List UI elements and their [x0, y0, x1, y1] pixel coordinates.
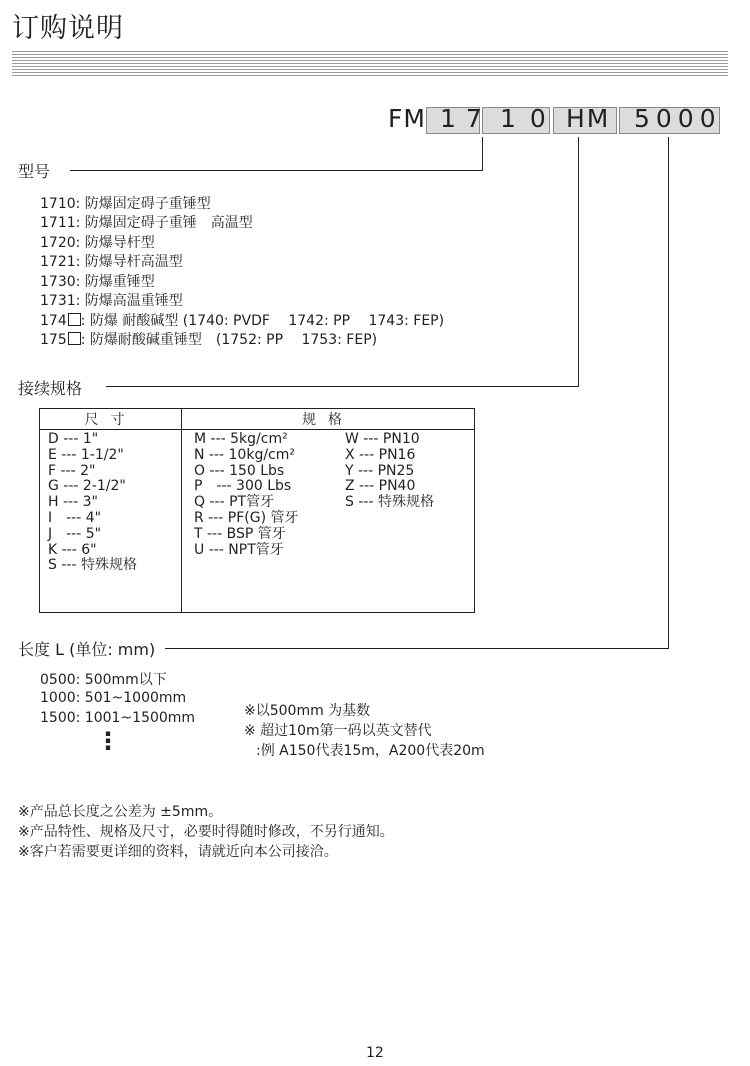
connection-heading: 接续规格 — [18, 379, 83, 398]
model-item: 1711: 防爆固定碍子重锤 高温型 — [40, 215, 253, 231]
spec-item: M --- 5kg/cm² — [194, 431, 288, 447]
leader-length-vertical — [668, 137, 669, 649]
leader-connection-horizontal — [106, 386, 579, 387]
length-heading: 长度 L (单位: mm) — [18, 640, 156, 659]
length-ellipsis: ⋮ — [96, 727, 120, 755]
model-item-175 — [40, 329, 377, 349]
size-list — [40, 430, 181, 574]
model-item: 1710: 防爆固定碍子重锤型 — [40, 196, 211, 212]
spec-item: Y --- PN25 — [345, 462, 415, 479]
spec-list-a — [182, 430, 339, 558]
model-item: 1720: 防爆导杆型 — [40, 235, 155, 251]
size-cell — [40, 430, 182, 613]
spec-cell — [182, 430, 475, 613]
spec-item: O --- 150 Lbs — [194, 462, 285, 479]
code-prefix: FM — [388, 104, 426, 133]
connection-spec-table — [39, 408, 475, 613]
length-note: ※ 超过10m第一码以英文替代 — [244, 723, 432, 739]
size-item: F --- 2" — [48, 462, 96, 479]
model-item: 1731: 防爆高温重锤型 — [40, 293, 183, 309]
col-spec-header: 规格 — [182, 409, 475, 430]
size-item: I --- 4" — [48, 509, 102, 526]
placeholder-box — [68, 332, 81, 345]
model-heading: 型号 — [18, 162, 51, 181]
size-item: J --- 5" — [48, 525, 102, 542]
code-segment-model: 17 — [440, 104, 492, 133]
spec-item: N --- 10kg/cm² — [194, 446, 296, 463]
code-segment-connection: HM — [566, 104, 611, 133]
leader-length-horizontal — [165, 648, 669, 649]
page-title: 订购说明 — [12, 13, 124, 44]
footnote: ※客户若需要更详细的资料，请就近向本公司接洽。 — [18, 844, 338, 860]
size-item: S --- 特殊规格 — [48, 557, 137, 574]
length-note: ※以500mm 为基数 — [244, 703, 371, 719]
length-note: :例 A150代表15m，A200代表20m — [256, 743, 485, 759]
spec-item: W --- PN10 — [345, 431, 420, 447]
model-item: 1730: 防爆重锤型 — [40, 274, 155, 290]
code-segment-length: 5000 — [634, 104, 722, 133]
leader-connection-vertical — [578, 137, 579, 387]
size-item: K --- 6" — [48, 541, 97, 558]
page-number: 12 — [366, 1045, 384, 1061]
size-item: G --- 2-1/2" — [48, 478, 126, 495]
size-item: H --- 3" — [48, 494, 98, 511]
spec-item: P --- 300 Lbs — [194, 478, 292, 495]
placeholder-box — [68, 313, 81, 326]
header-stripes — [12, 51, 728, 78]
footnote: ※产品特性、规格及尺寸，必要时得随时修改，不另行通知。 — [18, 824, 394, 840]
length-item: 1500: 1001~1500mm — [40, 710, 196, 726]
spec-item: Z --- PN40 — [345, 478, 416, 495]
spec-item: T --- BSP 管牙 — [194, 525, 286, 542]
col-size-header: 尺寸 — [40, 409, 182, 430]
spec-item: S --- 特殊规格 — [345, 494, 434, 511]
spec-item: X --- PN16 — [345, 446, 416, 463]
length-item: 0500: 500mm以下 — [40, 672, 167, 688]
spec-item: Q --- PT管牙 — [194, 494, 275, 511]
code-segment-model-suffix: 10 — [500, 104, 560, 133]
leader-model-vertical — [482, 137, 483, 170]
leader-model-horizontal — [70, 170, 483, 171]
model-code-175: 175 — [40, 332, 67, 348]
model-item: 1721: 防爆导杆高温型 — [40, 254, 183, 270]
model-text-175: : 防爆耐酸碱重锤型 (1752: PP 1753: FEP) — [80, 332, 378, 348]
spec-list-b — [339, 430, 434, 558]
spec-columns — [182, 430, 474, 558]
model-code-174: 174 — [40, 313, 67, 329]
footnote: ※产品总长度之公差为 ±5mm。 — [18, 804, 223, 820]
length-item: 1000: 501~1000mm — [40, 690, 187, 706]
size-item: D --- 1" — [48, 431, 99, 447]
spec-item: U --- NPT管牙 — [194, 541, 284, 558]
size-item: E --- 1-1/2" — [48, 446, 124, 463]
model-item-174 — [40, 310, 444, 330]
spec-item: R --- PF(G) 管牙 — [194, 509, 299, 526]
model-text-174: : 防爆 耐酸碱型 (1740: PVDF 1742: PP 1743: FEP) — [80, 313, 445, 329]
